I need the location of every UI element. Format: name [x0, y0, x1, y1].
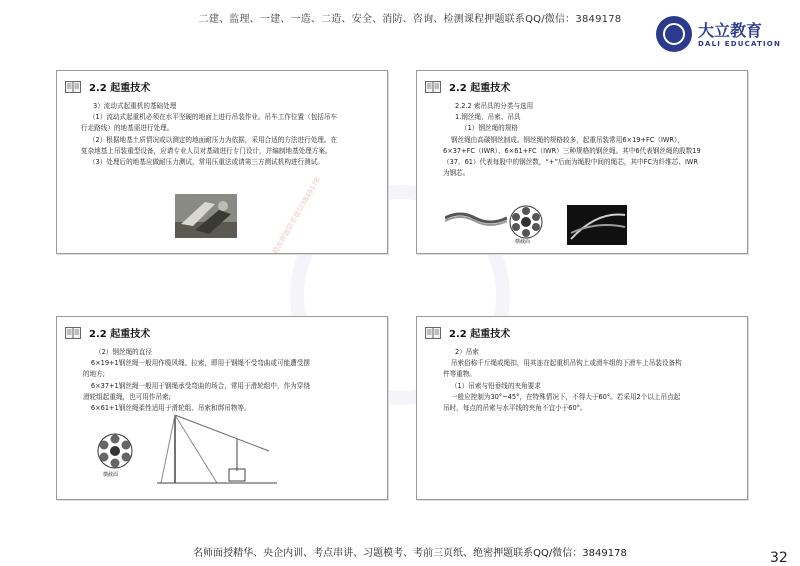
rope-cross-section — [509, 205, 543, 239]
logo — [656, 16, 796, 56]
text-line: 6×61+1钢丝绳柔性适用于滑轮组、吊索和绑吊物等。 — [90, 404, 251, 413]
slide-3 — [56, 316, 388, 500]
text-line: 6×19+1钢丝绳一般用作缆风绳、拉索，即用于钢绳不受弯曲或可能遭受摆的地方; — [83, 359, 310, 379]
rope-cross-section — [97, 433, 133, 469]
text-line: （1）吊索与铅垂线的夹角要求 — [450, 381, 541, 390]
slide-body — [77, 101, 339, 168]
page-number: 32 — [770, 550, 788, 566]
book-icon — [425, 81, 441, 93]
slide-body — [443, 101, 703, 179]
slide-2 — [416, 70, 748, 254]
text-line: （1）流动式起重机必须在水平坚硬的地面上进行吊装作业。吊车工作位置（包括吊车行走路线）的地基需进行处理。 — [81, 113, 338, 133]
figure-caption: 横截面 — [515, 239, 531, 245]
slide-title: 2.2 起重技术 — [449, 329, 511, 340]
text-line: 吊索俗称千斤绳或绳扣，用其连在起重机吊钩上或滑车组的下滑车上吊装设备构件等重物。 — [443, 359, 682, 379]
logo-sub: DALI EDUCATION — [698, 40, 782, 48]
slide-1 — [56, 70, 388, 254]
crane-base-photo — [175, 194, 237, 238]
text-line: 一般应控制为30°~45°，在特殊情况下，不得大于60°。若采用2个以上吊点起吊时，每点的吊索与水平线的夹角不宜小于60°。 — [443, 392, 681, 413]
footer-text: 名师面授精华、央企内训、考点串讲、习题模考、考前三页纸、绝密押题联系QQ/微信：3849178 — [193, 548, 627, 559]
rope-diagram — [445, 208, 507, 228]
slide-title: 2.2 起重技术 — [449, 83, 511, 94]
watermark-text: 精准押题联系微信3849178 — [271, 176, 322, 256]
text-line: （2）钢丝绳的直径 — [95, 348, 152, 356]
slide-title: 2.2 起重技术 — [89, 83, 151, 94]
text-line: 2）吊索 — [455, 348, 479, 356]
slide-body — [443, 347, 683, 414]
slide-body — [83, 347, 315, 414]
book-icon — [65, 327, 81, 339]
figure-caption: 横截面 — [103, 472, 119, 478]
text-line: （1）钢丝绳的规格 — [461, 124, 518, 133]
book-icon — [65, 81, 81, 93]
text-line: 3）流动式起重机的基础处理 — [93, 102, 177, 110]
slide-title: 2.2 起重技术 — [89, 329, 151, 340]
book-icon — [425, 327, 441, 339]
text-line: （3）处理后的地基应做耐压力测试，常用压重法或请第三方测试机构进行测试。 — [88, 158, 324, 167]
header-text: 二建、监理、一建、一造、二造、安全、消防、咨询、检测课程押题联系QQ/微信：3849178 — [198, 14, 622, 25]
text-line: 钢丝绳由高碳钢丝制成。钢丝绳的规格较多，起重吊装常用6×19+FC（IWR），6×37+FC（IWR）、6×61+FC（IWR）三种规格的钢丝绳。其中6代表钢丝绳的股数19（37、61）代表每股中的钢丝数，“+”后面为绳股中间的绳芯，其中FC为纤维芯、IWR为钢芯。 — [443, 135, 701, 178]
text-line: 1.钢丝绳、吊索、吊具 — [455, 113, 521, 122]
logo-emblem-icon — [656, 16, 692, 52]
logo-main: 大立教育 — [698, 21, 763, 40]
text-line: 6×37+1钢丝绳一般用于钢绳承受弯曲的场合，常用于滑轮组中，作为穿绕滑轮组起重绳，也可用作吊索; — [83, 381, 310, 401]
text-line: （2）根据地基土质情况或以测定的地面耐压力为依据，采用合适的方法进行处理。在复杂地基上吊装重型设备，应请专业人员对基础进行专门设计，并编制地基处理方案。 — [81, 135, 338, 155]
wire-rope-photo — [567, 205, 627, 245]
text-line: 2.2.2 索吊具的分类与选用 — [455, 102, 534, 110]
slide-4 — [416, 316, 748, 500]
crane-rigging-diagram — [157, 411, 277, 485]
